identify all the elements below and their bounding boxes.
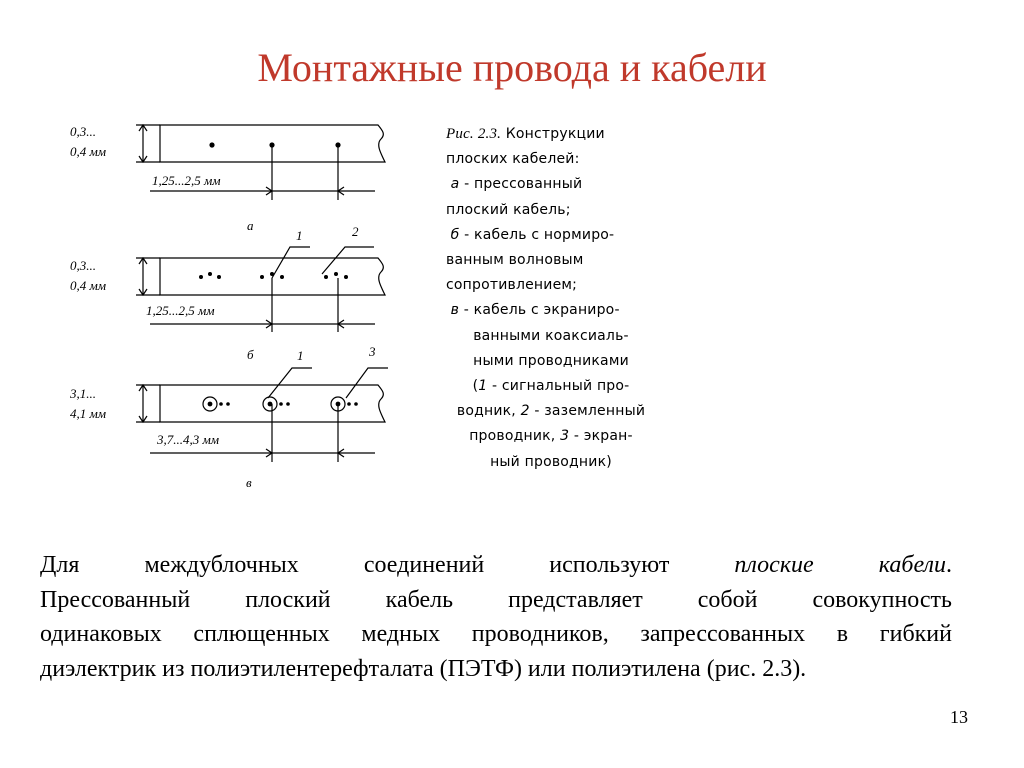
page-number: 13	[950, 707, 968, 727]
thickness-label-v-2: 4,1 мм	[70, 406, 107, 421]
conductor-dot	[280, 275, 284, 279]
caption-line: ванными коаксиаль-	[473, 327, 629, 344]
panel-label-b: б	[247, 347, 254, 362]
thickness-label-v-1: 3,1...	[70, 386, 96, 401]
thickness-label-b-1: 0,3...	[70, 258, 96, 273]
flat-cable-figure	[0, 0, 440, 500]
panel-label-a: а	[247, 218, 254, 233]
body-line: одинаковых сплющенных медных проводников, запрессованных в гибкий	[40, 621, 952, 647]
caption-line: ными проводниками	[473, 352, 629, 369]
body-paragraph: Для междублочных соединений используют плоские кабели. Прессованный плоский кабель представляет собой совокупность одинаковых сплющенных медных проводников, запрессованных в гибкий диэлектрик из полиэтилентерефталата (ПЭТФ) или полиэтилена (рис. 2.3).	[40, 548, 952, 686]
conductor-dot	[217, 275, 221, 279]
pitch-label-a: 1,25...2,5 мм	[152, 173, 221, 188]
callout-leader-1-b	[272, 247, 310, 278]
cable-panel-b	[136, 247, 385, 332]
pitch-label-b: 1,25...2,5 мм	[146, 303, 215, 318]
conductor-dot	[209, 142, 214, 147]
pitch-label-v: 3,7...4,3 мм	[157, 432, 220, 447]
conductor-dot	[260, 275, 264, 279]
figure-caption: Рис. 2.3. Конструкции плоских кабелей: а - прессованный плоский кабель; б - кабель с нормиро- ванным волновым сопротивлением; в - кабель с экраниро- ванными коаксиаль- ными проводниками (1 - сигнальный про- водник, 2 - заземленный проводник, 3 - экран- ный проводник)	[446, 122, 656, 475]
caption-line: плоский кабель;	[446, 201, 571, 218]
panel-label-v: в	[246, 475, 252, 490]
caption-line: ванным волновым	[446, 252, 584, 269]
thickness-label-b-2: 0,4 мм	[70, 278, 107, 293]
callout-number-b-1: 1	[296, 228, 303, 243]
caption-ref: Рис. 2.3.	[446, 126, 502, 142]
caption-line: сопротивлением;	[446, 277, 578, 294]
conductor-dot	[208, 272, 212, 276]
conductor-dot	[344, 275, 348, 279]
callout-number-v-1: 1	[297, 348, 304, 363]
cable-panel-a	[136, 125, 385, 200]
conductor-dot	[269, 142, 274, 147]
callout-number-v-3: 3	[369, 344, 376, 359]
conductor-dot	[324, 275, 328, 279]
body-line: диэлектрик из полиэтилентерефталата (ПЭТФ) или полиэтилена (рис. 2.3).	[40, 655, 807, 682]
callout-leader-1-v	[268, 368, 312, 398]
callout-leader-3-v	[346, 368, 388, 398]
conductor-dot	[270, 272, 274, 276]
callout-number-b-2: 2	[352, 224, 359, 239]
slide-title: Монтажные провода и кабели	[257, 45, 767, 90]
thickness-label-a-2: 0,4 мм	[70, 144, 107, 159]
conductor-dot	[335, 142, 340, 147]
body-line: Прессованный плоский кабель представляет собой совокупность	[40, 586, 952, 613]
caption-line: плоских кабелей:	[446, 151, 580, 168]
thickness-label-a-1: 0,3...	[70, 124, 96, 139]
conductor-dot	[199, 275, 203, 279]
caption-line: ный проводник)	[490, 453, 612, 470]
cable-panel-v	[136, 368, 388, 462]
conductor-dot	[334, 272, 338, 276]
emphasis-term: плоские кабели	[734, 552, 946, 578]
callout-leader-2-b	[322, 247, 374, 274]
